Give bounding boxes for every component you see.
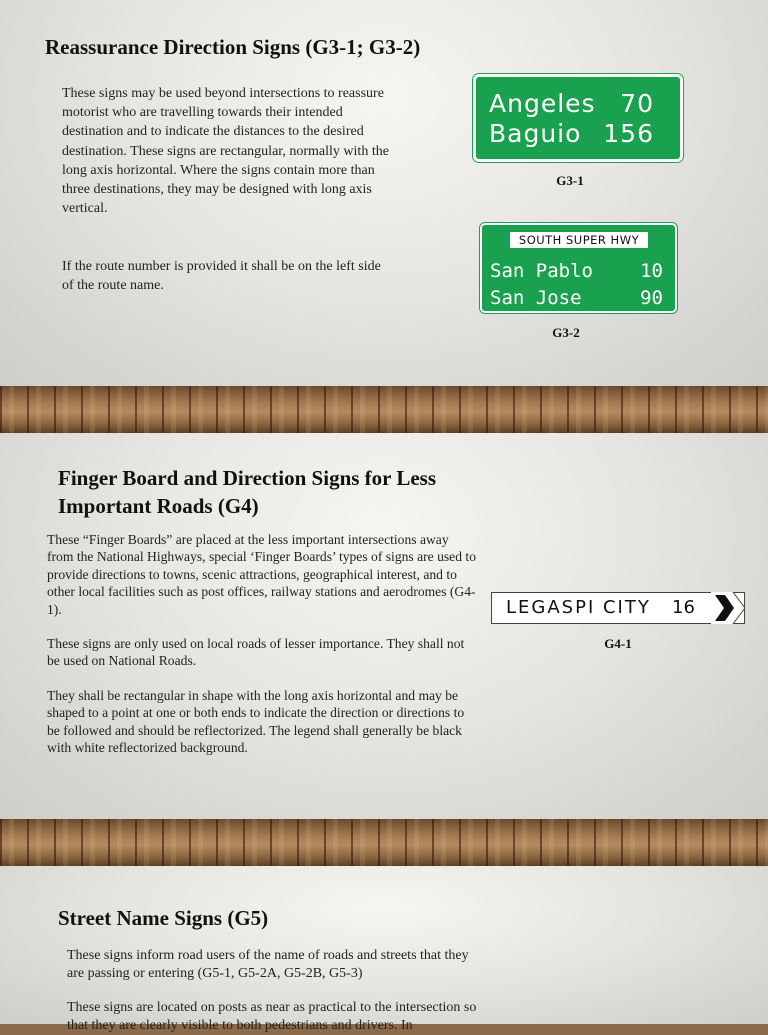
sign-g3-2 [480, 223, 677, 313]
slide-finger-board-signs [0, 433, 768, 819]
destination-distance: 90 [640, 287, 663, 309]
slide-title: Street Name Signs (G5) [58, 906, 269, 930]
sign-row [490, 287, 663, 309]
title-line: Finger Board and Direction Signs for Less [58, 466, 437, 490]
destination-distance: 70 [620, 89, 654, 118]
route-number-paragraph: If the route number is provided it shall be on the left side of the route name. [62, 259, 381, 294]
slide-title [58, 464, 436, 520]
destination-name: LEGASPI CITY [506, 597, 651, 618]
destination-name: San Pablo [490, 260, 593, 282]
destination-distance: 156 [603, 119, 654, 148]
destination-name: Baguio [489, 119, 582, 148]
destination-distance: 10 [640, 260, 663, 282]
sign-caption: G3-1 [556, 173, 584, 188]
destination-name: Angeles [489, 89, 596, 118]
sign-g4-1 [491, 592, 745, 624]
sign-row [489, 89, 654, 118]
sign-g3-1 [473, 74, 683, 162]
description-paragraph: These “Finger Boards” are placed at the less important intersections away from the National Highways, special ‘Finger Boards’ types of signs are used to provide directions to towns, scenic attractions, geographical interest, and to other local facilities such as post offices, railway stations and aerodromes (G4-1). [47, 532, 476, 617]
shape-paragraph: They shall be rectangular in shape with the long axis horizontal and may be shaped to a point at one or both ends to indicate the direction or directions to be followed and should be reflectorized. The legend shall generally be black with white reflectorized background. [47, 688, 465, 756]
sign-caption: G3-2 [552, 325, 580, 340]
sign-row [490, 260, 663, 282]
sign-caption: G4-1 [604, 636, 632, 651]
sign-row [489, 119, 654, 148]
route-header-panel: SOUTH SUPER HWY [510, 232, 648, 248]
location-paragraph: These signs are located on posts as near as practical to the intersection so that they are clearly visible to both pedestrians and drivers. In [67, 1000, 477, 1033]
description-paragraph: These signs may be used beyond intersections to reassure motorist who are travelling towards their intended destination and to indicate the distances to the desired destination. These signs are rectangular, normally with the long axis horizontal. Where the signs contain more than three destinations, they may be designed with long axis vertical. [62, 86, 389, 217]
wood-floor-divider [0, 386, 768, 433]
slide-reassurance-signs [0, 0, 768, 386]
description-paragraph: These signs inform road users of the name of roads and streets that they are passing or entering (G5-1, G5-2A, G5-2B, G5-3) [67, 948, 469, 981]
wood-floor-divider [0, 819, 768, 866]
title-line: Important Roads (G4) [58, 494, 259, 518]
destination-distance: 16 [672, 597, 695, 618]
chevron-right-icon [711, 592, 745, 624]
usage-paragraph: These signs are only used on local roads of lesser importance. They shall not be used on National Roads. [47, 636, 465, 669]
slide-street-name-signs [0, 866, 768, 1033]
slide-title: Reassurance Direction Signs (G3-1; G3-2) [45, 35, 421, 59]
destination-name: San Jose [490, 287, 582, 309]
